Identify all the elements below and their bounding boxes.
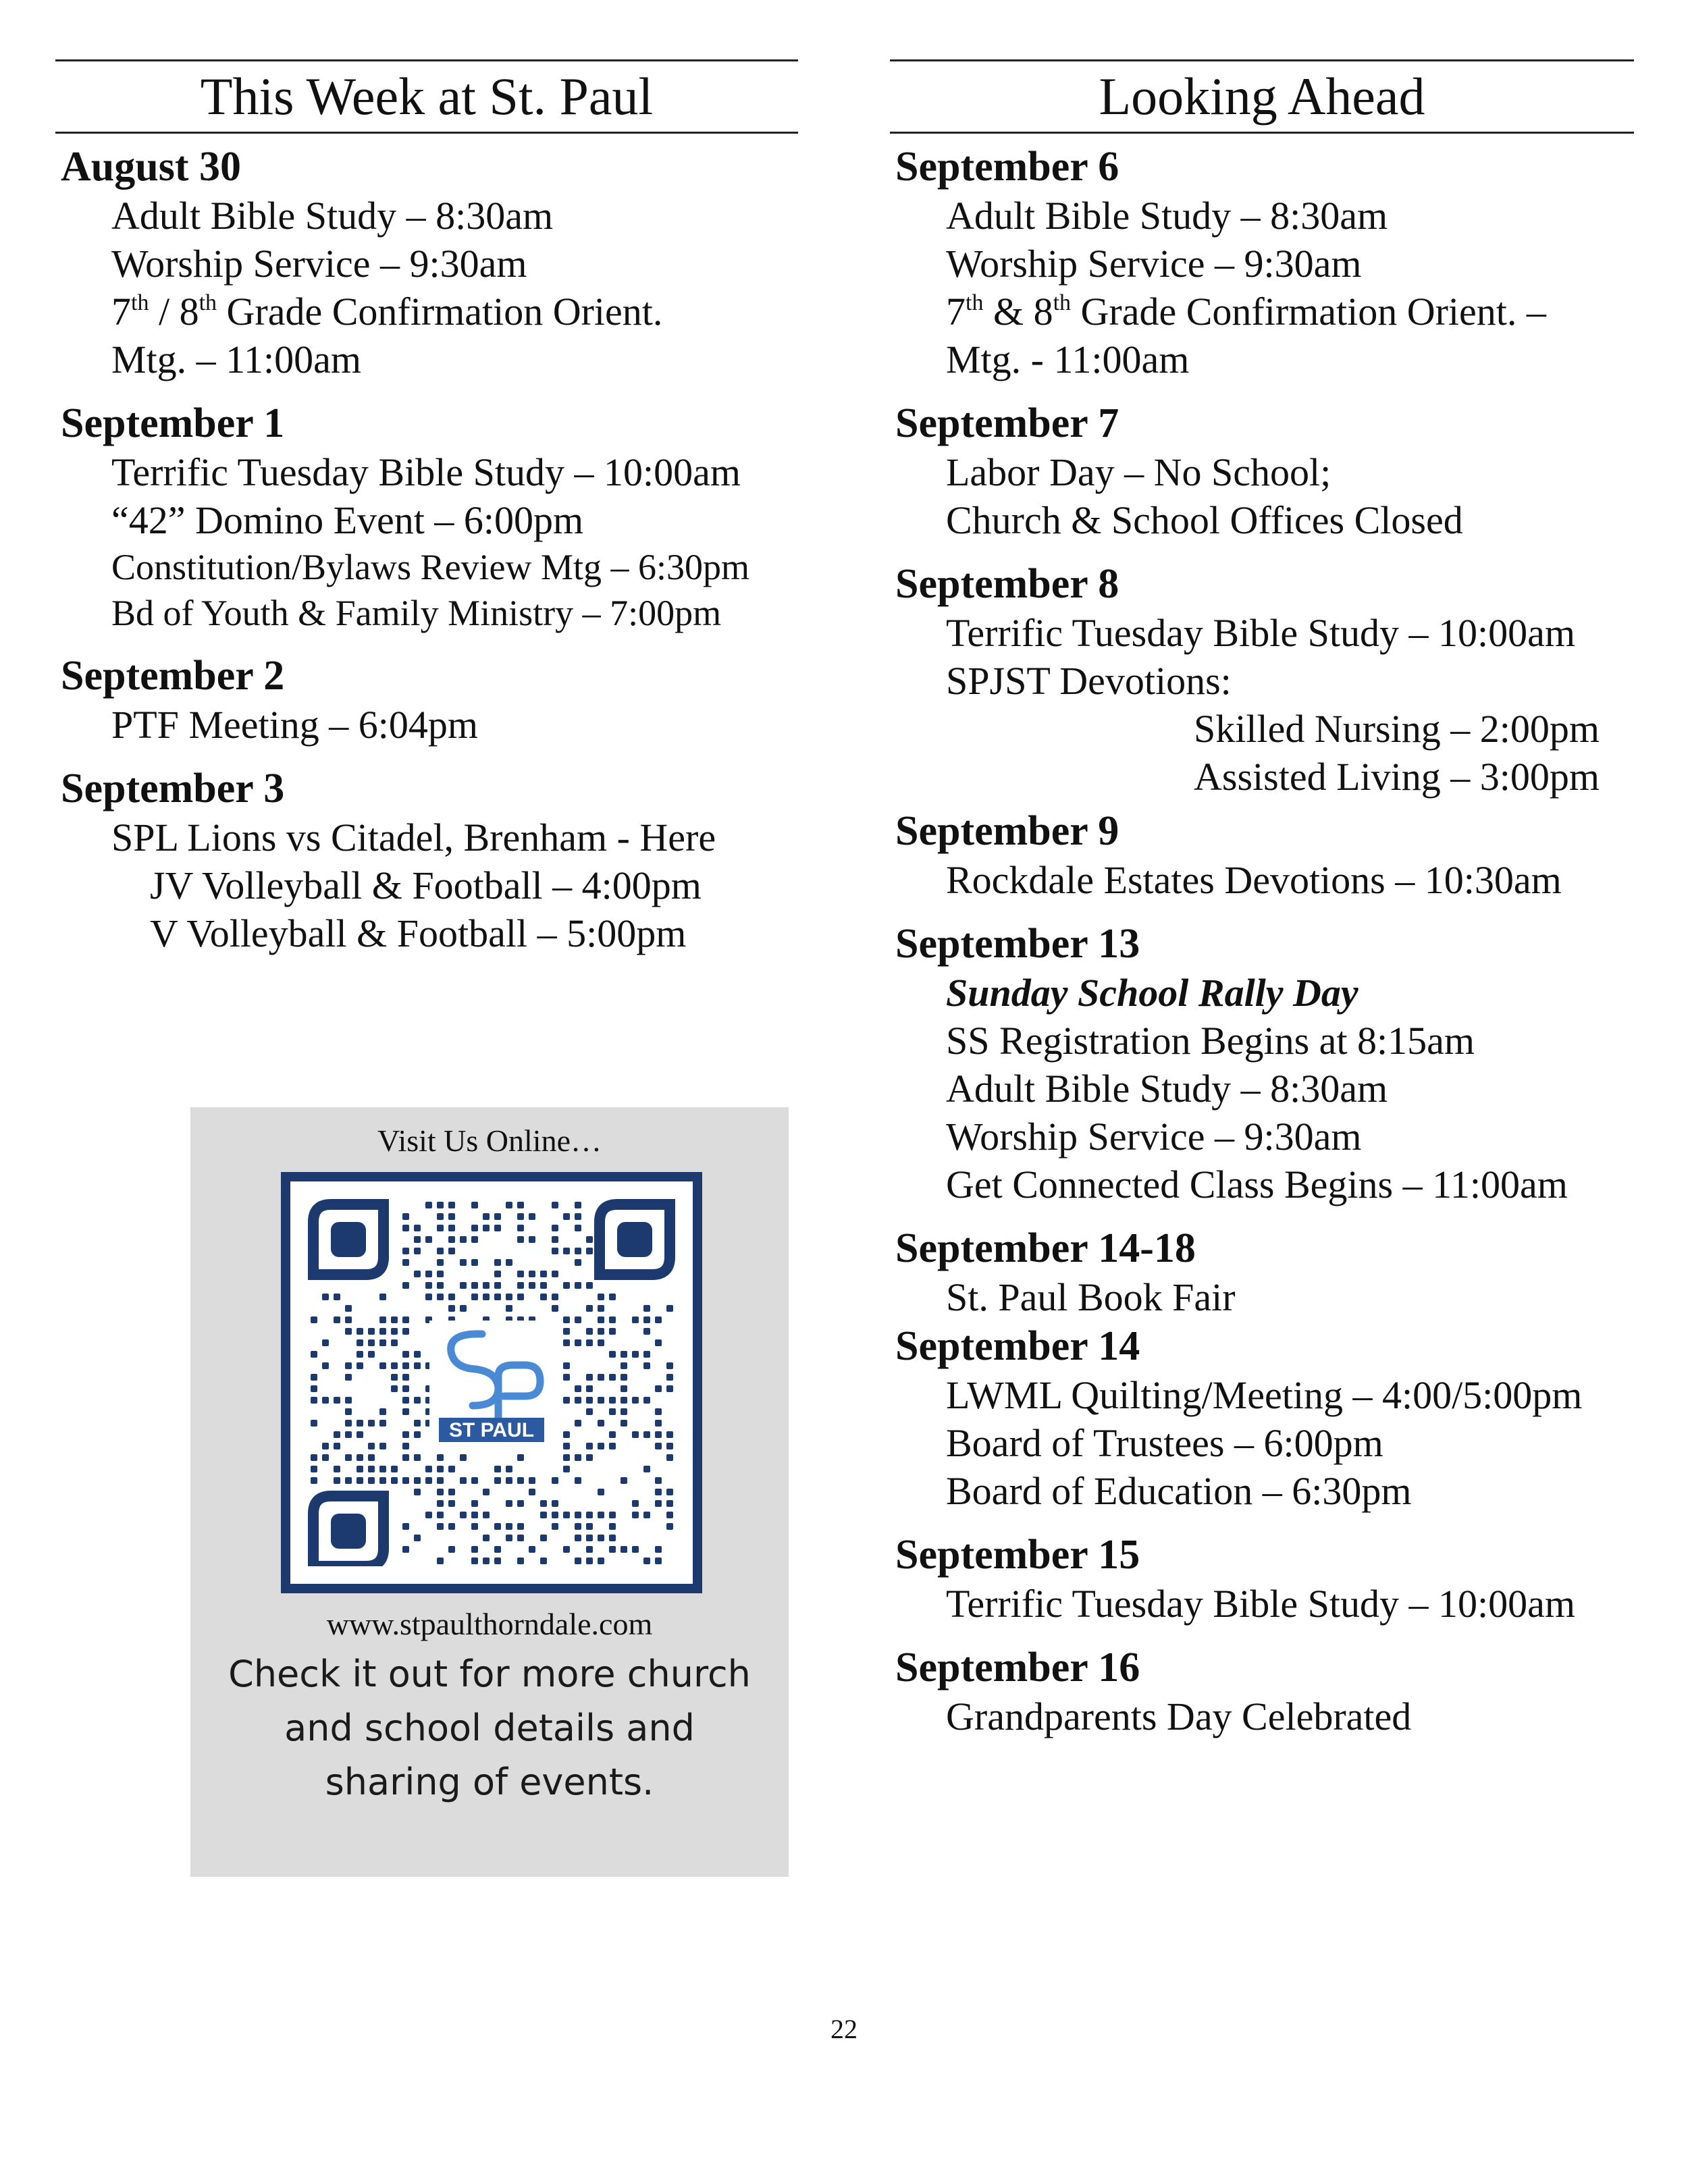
event-item: Grandparents Day Celebrated bbox=[946, 1695, 1412, 1738]
event-item: PTF Meeting – 6:04pm bbox=[111, 703, 478, 747]
event-item: Terrific Tuesday Bible Study – 10:00am bbox=[946, 611, 1575, 655]
event-item: Constitution/Bylaws Review Mtg – 6:30pm bbox=[111, 547, 750, 587]
day-heading: September 13 bbox=[895, 921, 1140, 967]
event-item: Adult Bible Study – 8:30am bbox=[111, 194, 554, 238]
event-item: V Volleyball & Football – 5:00pm bbox=[150, 911, 687, 955]
day-heading: September 7 bbox=[895, 400, 1119, 446]
event-item: JV Volleyball & Football – 4:00pm bbox=[150, 863, 702, 907]
event-item: Board of Trustees – 6:00pm bbox=[946, 1421, 1383, 1465]
event-item: Adult Bible Study – 8:30am bbox=[946, 194, 1388, 238]
event-item: SS Registration Begins at 8:15am bbox=[946, 1019, 1475, 1063]
day-heading: September 1 bbox=[61, 400, 285, 446]
day-heading: September 8 bbox=[895, 561, 1119, 607]
day-heading: September 15 bbox=[895, 1532, 1140, 1578]
day-heading: September 16 bbox=[895, 1645, 1140, 1690]
day-heading: September 6 bbox=[895, 144, 1119, 190]
event-item: 7th & 8th Grade Confirmation Orient. – bbox=[946, 290, 1546, 334]
event-item: Adult Bible Study – 8:30am bbox=[946, 1067, 1388, 1111]
this-week-heading: This Week at St. Paul bbox=[55, 59, 798, 134]
event-item: St. Paul Book Fair bbox=[946, 1275, 1236, 1319]
event-item: SPL Lions vs Citadel, Brenham - Here bbox=[111, 816, 716, 859]
event-item: Worship Service – 9:30am bbox=[946, 1115, 1362, 1158]
event-item: Church & School Offices Closed bbox=[946, 498, 1463, 542]
looking-ahead-events bbox=[895, 142, 1634, 1740]
event-item: Terrific Tuesday Bible Study – 10:00am bbox=[946, 1582, 1575, 1626]
event-item: Worship Service – 9:30am bbox=[946, 242, 1362, 286]
day-heading: September 3 bbox=[61, 766, 285, 811]
event-item-highlight: Sunday School Rally Day bbox=[946, 971, 1359, 1015]
event-item: Mtg. – 11:00am bbox=[111, 338, 362, 381]
event-item: Terrific Tuesday Bible Study – 10:00am bbox=[111, 450, 741, 494]
day-heading: September 9 bbox=[895, 808, 1119, 854]
event-item: LWML Quilting/Meeting – 4:00/5:00pm bbox=[946, 1373, 1583, 1417]
day-heading: September 14 bbox=[895, 1323, 1140, 1369]
visit-online-title: Visit Us Online… bbox=[377, 1123, 602, 1158]
event-item: Labor Day – No School; bbox=[946, 450, 1331, 494]
website-link[interactable]: www.stpaulthorndale.com bbox=[326, 1607, 653, 1641]
visit-description: Check it out for more church and school details and sharing of events. bbox=[228, 1653, 751, 1803]
day-heading: August 30 bbox=[61, 144, 242, 190]
event-item: Bd of Youth & Family Ministry – 7:00pm bbox=[111, 593, 722, 633]
this-week-events bbox=[61, 142, 798, 957]
event-item: Rockdale Estates Devotions – 10:30am bbox=[946, 858, 1562, 902]
event-item: “42” Domino Event – 6:00pm bbox=[111, 498, 584, 542]
looking-ahead-heading: Looking Ahead bbox=[890, 59, 1634, 134]
qr-code[interactable] bbox=[281, 1172, 702, 1593]
event-item: 7th / 8th Grade Confirmation Orient. bbox=[111, 290, 663, 334]
logo-text: ST PAUL bbox=[448, 1419, 535, 1441]
event-item: Board of Education – 6:30pm bbox=[946, 1469, 1412, 1513]
event-item: SPJST Devotions: bbox=[946, 659, 1232, 703]
event-item: Assisted Living – 3:00pm bbox=[1194, 755, 1600, 799]
day-heading: September 14-18 bbox=[895, 1225, 1196, 1271]
page-number: 22 bbox=[830, 2014, 858, 2044]
visit-online-box bbox=[190, 1107, 789, 1877]
day-heading: September 2 bbox=[61, 653, 285, 699]
event-item: Get Connected Class Begins – 11:00am bbox=[946, 1163, 1568, 1206]
event-item: Worship Service – 9:30am bbox=[111, 242, 527, 286]
qr-code-icon bbox=[308, 1199, 675, 1566]
event-item: Mtg. - 11:00am bbox=[946, 338, 1190, 381]
event-item: Skilled Nursing – 2:00pm bbox=[1194, 707, 1600, 751]
